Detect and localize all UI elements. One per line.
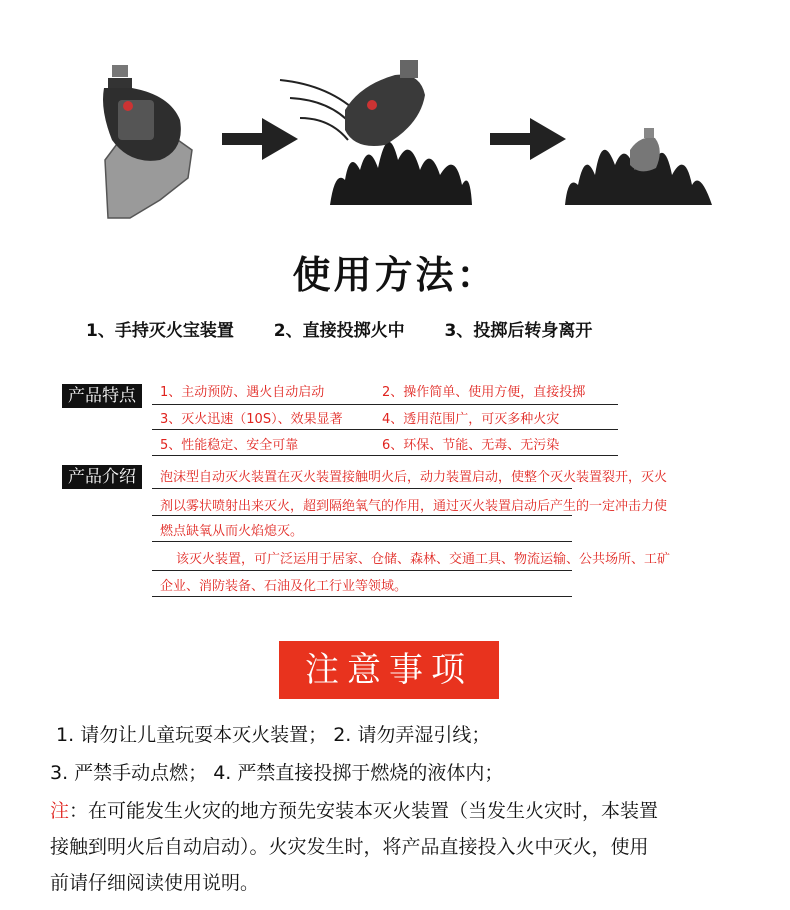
feature-item: 4、透用范围广，可灭多种火灾 (382, 412, 560, 427)
notice-note-line (50, 796, 658, 823)
usage-illustration (0, 0, 790, 230)
usage-step-3: 3、投掷后转身离开 (444, 321, 593, 341)
usage-title: 使用方法： (292, 253, 498, 297)
intro-label: 产品介绍 (62, 465, 142, 489)
note-prefix: 注 (50, 800, 70, 822)
feature-item: 5、性能稳定、安全可靠 (160, 438, 299, 453)
divider (152, 455, 618, 456)
divider (152, 404, 618, 405)
arrow-right-icon (490, 118, 566, 160)
hand-holding-device-image (103, 65, 192, 218)
feature-item: 1、主动预防、遇火自动启动 (160, 385, 325, 400)
notice-line-1: 1. 请勿让儿童玩耍本灭火装置； 2. 请勿弄湿引线； (56, 724, 491, 746)
notice-title: 注意事项 (279, 641, 499, 699)
intro-line: 该灭火装置，可广泛运用于居家、仓储、森林、交通工具、物流运输、公共场所、工矿 (176, 552, 671, 567)
device-thrown-into-fire-image (280, 60, 472, 205)
intro-line: 燃点缺氧从而火焰熄灭。 (160, 524, 304, 539)
fire-extinguishing-image (565, 128, 712, 205)
intro-line: 剂以雾状喷射出来灭火，超到隔绝氧气的作用，通过灭火装置启动后产生的一定冲击力使 (160, 499, 668, 514)
usage-step-2: 2、直接投掷火中 (273, 321, 405, 341)
feature-item: 2、操作简单、使用方便，直接投掷 (382, 385, 586, 400)
features-label: 产品特点 (62, 384, 142, 408)
intro-line: 泡沫型自动灭火装置在灭火装置接触明火后，动力装置启动，使整个灭火装置裂开，灭火 (160, 470, 668, 485)
feature-item: 6、环保、节能、无毒、无污染 (382, 438, 560, 453)
divider (152, 429, 618, 430)
notice-note-line: 接触到明火后自动启动）。火灾发生时，将产品直接投入火中灭火，使用 (50, 836, 649, 858)
divider (152, 488, 572, 489)
note-text: ：在可能发生火灾的地方预先安装本灭火装置（当发生火灾时，本装置 (69, 800, 659, 822)
divider (152, 541, 572, 542)
usage-steps (86, 316, 626, 341)
divider (152, 570, 572, 571)
divider (152, 515, 572, 516)
feature-item: 3、灭火迅速（10S）、效果显著 (160, 412, 343, 427)
arrow-right-icon (222, 118, 298, 160)
notice-line-2: 3. 严禁手动点燃； 4. 严禁直接投掷于燃烧的液体内； (50, 762, 504, 784)
usage-step-1: 1、手持灭火宝装置 (86, 321, 234, 341)
intro-line: 企业、消防装备、石油及化工行业等领域。 (160, 579, 408, 594)
divider (152, 596, 572, 597)
notice-note-line: 前请仔细阅读使用说明。 (50, 872, 260, 894)
